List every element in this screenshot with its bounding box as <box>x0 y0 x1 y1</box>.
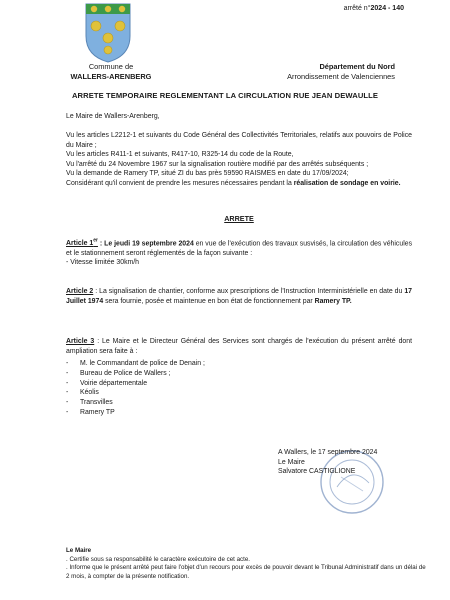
list-item: - M. le Commandant de police de Denain ; <box>66 359 412 369</box>
department-block <box>225 62 395 82</box>
signature-role: Le Maire <box>278 458 305 466</box>
arrete-heading: ARRETE <box>224 214 254 223</box>
article-2: Article 2 : La signalisation de chantier, conforme aux prescriptions de l'Instruction Interministérielle en date du 17 Juillet 1974 sera fournie, posée et maintenue en bon état de fonctionnement par Ramery TP. <box>66 288 412 305</box>
department-name: Département du Nord <box>319 62 395 71</box>
document-title: ARRETE TEMPORAIRE REGLEMENTANT LA CIRCULATION RUE JEAN DEWAULLE <box>71 91 379 100</box>
article-1: Article 1er : Le jeudi 19 septembre 2024 en vue de l'exécution des travaux susvisés, la circulation des véhicules et le stationnement seront réglementés de la façon suivante : - Vitesse limitée 30km/h <box>66 238 413 267</box>
vu-line: Vu l'arrêté du 24 Novembre 1967 sur la signalisation routière modifié par des arrêtés subséquents ; <box>66 160 369 168</box>
list-item: - Bureau de Police de Wallers ; <box>66 369 412 379</box>
footer-heading: Le Maire <box>66 547 92 554</box>
article-3: Article 3 : Le Maire et le Directeur Général des Services sont chargés de l'exécution du présent arrêté dont ampliation sera faite à : - M. le Commandant de police de Denain ; - Bureau de Police de Wallers ; - Voirie départementale - Kéolis - Transvilles - Ramery TP <box>66 337 412 418</box>
signature-block <box>278 448 428 477</box>
arrondissement-name: Arrondissement de Valenciennes <box>287 72 395 81</box>
list-item: - Transvilles <box>66 398 412 408</box>
recipient-list <box>66 359 412 418</box>
list-item: - Kéolis <box>66 388 412 398</box>
vu-line: Vu la demande de Ramery TP, situé ZI du bas près 59590 RAISMES en date du 17/09/2024; <box>66 170 349 177</box>
vus-block <box>66 131 412 188</box>
article-1-label: Article 1er <box>66 238 98 248</box>
list-item: - Voirie départementale <box>66 379 412 389</box>
article-3-label: Article 3 <box>66 338 95 345</box>
vu-line: Vu les articles L2212-1 et suivants du Code Général des Collectivités Territoriales, relatifs aux pouvoirs de Police du Maire ; <box>66 132 412 149</box>
footer-line: . Certifie sous sa responsabilité le caractère exécutoire de cet acte. <box>66 555 250 563</box>
mayor-line: Le Maire de Wallers-Arenberg, <box>66 113 160 120</box>
footer-line: . Informe que le présent arrêté peut faire l'objet d'un recours pour excès de pouvoir devant le Tribunal Administratif dans un délai de 2 mois, à compter de la présente notification. <box>66 564 426 580</box>
vu-line: Vu les articles R411-1 et suivants, R417-10, R325-14 du code de la Route, <box>66 151 294 158</box>
coat-of-arms-icon <box>82 2 134 64</box>
commune-label: Commune de <box>88 62 134 71</box>
considerant-line: Considérant qu'il convient de prendre les mesures nécessaires pendant la réalisation de sondage en voirie. <box>66 179 401 187</box>
list-item: - Ramery TP <box>66 408 412 418</box>
footer-notice <box>66 547 426 581</box>
commune-name: WALLERS-ARENBERG <box>70 72 152 81</box>
arrete-number: arrêté n°2024 - 140 <box>343 5 404 12</box>
article-2-label: Article 2 <box>66 288 94 295</box>
commune-block <box>56 62 166 82</box>
signature-place-date: A Wallers, le 17 septembre 2024 <box>278 449 378 456</box>
article-1-date: Le jeudi 19 septembre 2024 <box>104 240 194 248</box>
signature-name: Salvatore CASTIGLIONE <box>278 468 356 475</box>
article-1-bullet: - Vitesse limitée 30km/h <box>66 259 140 267</box>
